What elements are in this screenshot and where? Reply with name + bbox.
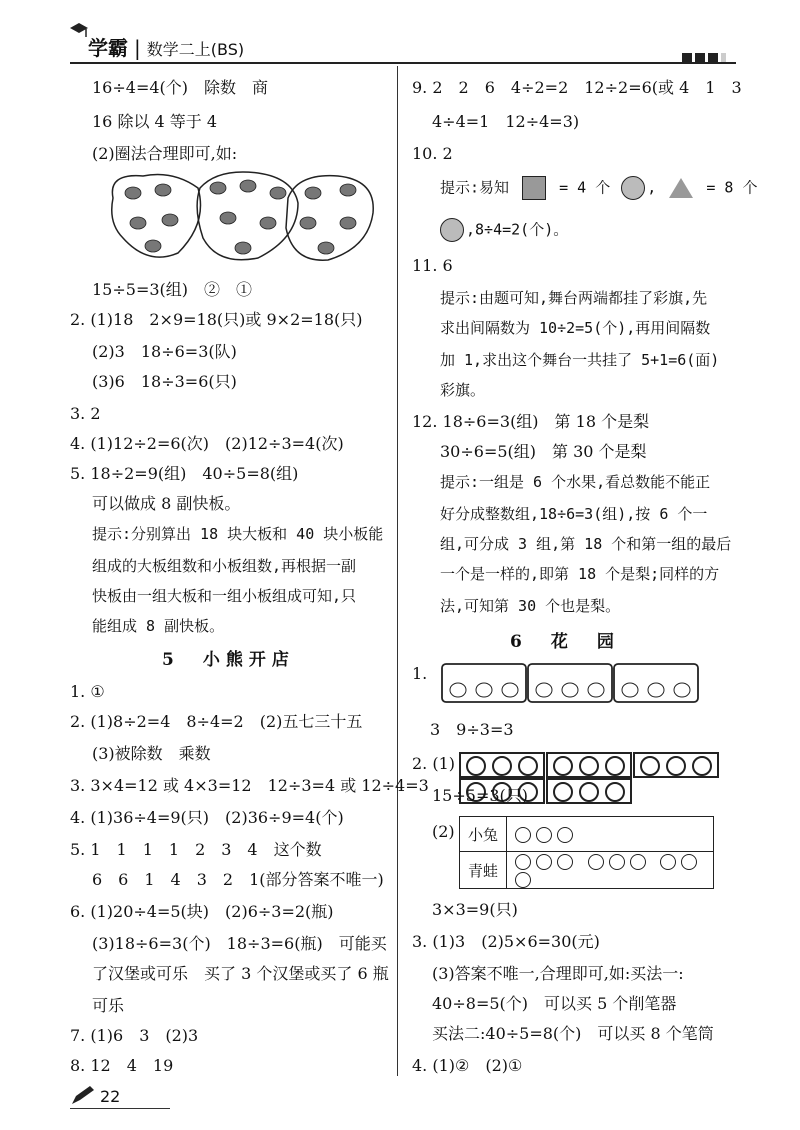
text-line: 15÷5=3(组) ② ① [92,280,253,299]
text-line: 可乐 [92,996,125,1015]
rabbit-frog-table [459,816,714,889]
text-line: 1. ① [70,682,105,701]
text-line: 2. (1)18 2×9=18(只)或 9×2=18(只) [70,310,363,329]
text-line: 3. 2 [70,404,101,423]
text-line: 16 除以 4 等于 4 [92,112,218,131]
section-title: 6 花 园 [510,632,620,652]
page-number: 22 [100,1087,121,1106]
text-line: 4÷4=1 12÷4=3) [432,112,580,131]
text-line: 16÷4=4(个) 除数 商 [92,78,269,97]
hint-line: 能组成 8 副快板。 [92,617,225,635]
text-line: (2) [432,822,455,841]
circle-shape-icon [440,218,464,242]
text-line: 可以做成 8 副快板。 [92,494,241,513]
text-line: (2)圈法合理即可,如: [92,144,238,163]
text-line: 15÷5=3(只) [432,786,529,805]
header-rule [70,62,736,64]
text-line: 6 6 1 4 3 2 1(部分答案不唯一) [92,870,384,889]
hint-line: 组成的大板组数和小板组数,再根据一副 [92,557,357,575]
text-line: 4. (1)36÷4=9(只) (2)36÷9=4(个) [70,808,344,827]
hint-line: 快板由一组大板和一组小板组成可知,只 [92,587,357,605]
hint-line: 好分成整数组,18÷6=3(组),按 6 个一 [440,505,708,523]
table-label-rabbit: 小兔 [460,817,507,852]
butterfly-groups-illustration [108,168,378,268]
hint-line: 提示:一组是 6 个水果,看总数能不能正 [440,473,711,491]
text-line: 30÷6=5(组) 第 30 个是梨 [440,442,647,461]
hint-line: 加 1,求出这个舞台一共挂了 5+1=6(面) [440,351,720,369]
text-line: 40÷8=5(个) 可以买 5 个削笔器 [432,994,677,1013]
text-line: 4. (1)12÷2=6(次) (2)12÷3=4(次) [70,434,344,453]
hint-line: 提示:易知 = 4 个 , = 8 个 [440,176,757,200]
triangle-shape-icon [669,178,693,198]
page-header [70,22,736,64]
text-line: 10. 2 [412,144,453,163]
hint-line: 求出间隔数为 10÷2=5(个),再用间隔数 [440,319,711,337]
text-line: 4. (1)② (2)① [412,1056,523,1075]
table-label-frog: 青蛙 [460,852,507,889]
text-line: 2. (1) [412,754,456,773]
square-shape-icon [522,176,546,200]
text-line: (2)3 18÷6=3(队) [92,342,237,361]
text-line: 3 9÷3=3 [430,720,514,739]
text-line: 5. 1 1 1 1 2 3 4 这个数 [70,840,322,859]
text-line: 3×3=9(只) [432,900,518,919]
text-line: 买法二:40÷5=8(个) 可以买 8 个笔筒 [432,1024,714,1043]
text-line: 12. 18÷6=3(组) 第 18 个是梨 [412,412,650,431]
section-title: 5 小熊开店 [162,650,295,670]
footer-rule [70,1108,170,1109]
rabbit-groups-illustration [440,662,700,704]
text-line: (3)答案不唯一,合理即可,如:买法一: [432,964,684,983]
text-line: 5. 18÷2=9(组) 40÷5=8(组) [70,464,299,483]
table-cell-rabbit [507,817,714,852]
header-squares [679,48,726,67]
text-line: 1. [412,664,428,683]
hint-line: 法,可知第 30 个也是梨。 [440,597,621,615]
column-divider [397,66,398,1076]
header-title: 学霸 | 数学二上(BS) [88,36,245,60]
hint-line: 提示:分别算出 18 块大板和 40 块小板能 [92,525,384,543]
circle-groups-diagram [459,752,800,778]
hint-line: 彩旗。 [440,381,486,399]
text-line: 6. (1)20÷4=5(块) (2)6÷3=2(瓶) [70,902,334,921]
text-line: 9. 2 2 6 4÷2=2 12÷2=6(或 4 1 3 [412,78,742,97]
pencil-icon [70,1084,96,1106]
hint-line: ,8÷4=2(个)。 [440,218,568,242]
text-line: (3)6 18÷3=6(只) [92,372,237,391]
text-line: 11. 6 [412,256,453,275]
text-line: 7. (1)6 3 (2)3 [70,1026,199,1045]
hint-line: 组,可分成 3 组,第 18 个和第一组的最后 [440,535,732,553]
hint-line: 一个是一样的,即第 18 个是梨;同样的方 [440,565,720,583]
text-line: (3)18÷6=3(个) 18÷3=6(瓶) 可能买 [92,934,387,953]
text-line: 8. 12 4 19 [70,1056,174,1075]
hint-line: 提示:由题可知,舞台两端都挂了彩旗,先 [440,289,708,307]
text-line: 2. (1)8÷2=4 8÷4=2 (2)五七三十五 [70,712,363,731]
table-cell-frog [507,852,714,889]
text-line: 3. (1)3 (2)5×6=30(元) [412,932,600,951]
text-line: (3)被除数 乘数 [92,744,211,763]
text-line: 3. 3×4=12 或 4×3=12 12÷3=4 或 12÷4=3 [70,776,429,795]
text-line: 了汉堡或可乐 买了 3 个汉堡或买了 6 瓶 [92,964,389,983]
circle-shape-icon [621,176,645,200]
